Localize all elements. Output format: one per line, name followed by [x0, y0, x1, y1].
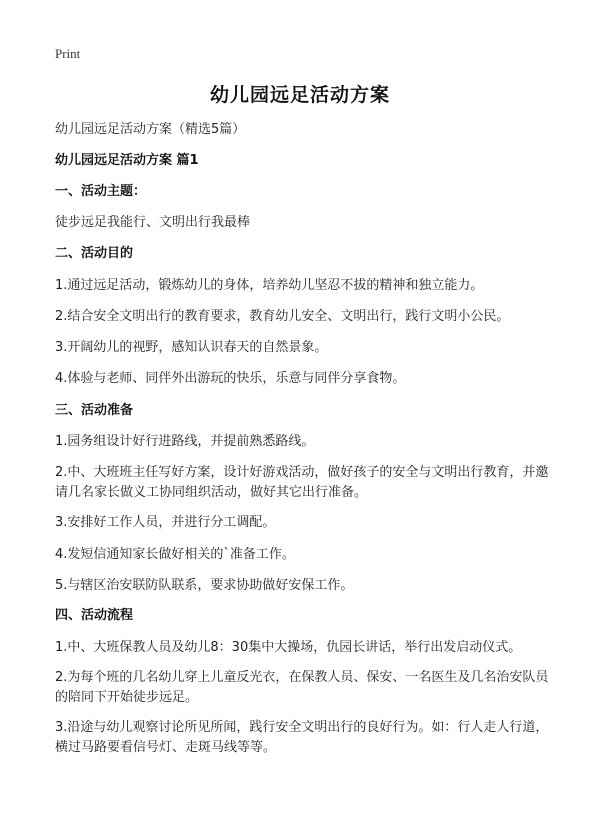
prep-item: 1.园务组设计好行进路线，并提前熟悉路线。 — [55, 434, 315, 449]
goal-item: 2.结合安全文明出行的教育要求，教育幼儿安全、文明出行，践行文明小公民。 — [55, 309, 510, 324]
process-item: 3.沿途与幼儿观察讨论所见所闻，践行安全文明出行的良好行为。如：行人走人行道，横过马路要看信号灯、走斑马线等等。 — [55, 720, 549, 755]
process-item: 2.为每个班的几名幼儿穿上儿童反光衣，在保教人员、保安、一名医生及几名治安队员的陪同下开始徒步远足。 — [55, 670, 549, 705]
chapter-heading: 幼儿园远足活动方案 篇1 — [55, 153, 199, 168]
document-subtitle: 幼儿园远足活动方案（精选5篇） — [55, 122, 246, 137]
prep-item: 4.发短信通知家长做好相关的`准备工作。 — [55, 547, 295, 562]
prep-item: 5.与辖区治安联防队联系，要求协助做好安保工作。 — [55, 578, 354, 593]
prep-item: 2.中、大班班主任写好方案，设计好游戏活动，做好孩子的安全与文明出行教育，并邀请几名家长做义工协同组织活动，做好其它出行准备。 — [55, 465, 549, 500]
goal-item: 3.开阔幼儿的视野，感知认识春天的自然景象。 — [55, 340, 328, 355]
prep-item: 3.安排好工作人员，并进行分工调配。 — [55, 515, 276, 530]
section-heading-prep: 三、活动准备 — [55, 403, 134, 418]
print-link[interactable]: Print — [55, 46, 81, 61]
goal-item: 4.体验与老师、同伴外出游玩的快乐，乐意与同伴分享食物。 — [55, 371, 406, 386]
section-heading-process: 四、活动流程 — [55, 608, 134, 623]
section-heading-theme: 一、活动主题： — [55, 184, 147, 199]
document-title: 幼儿园远足活动方案 — [209, 84, 390, 106]
process-item: 1.中、大班保教人员及幼儿8：30集中大操场，仇园长讲话，举行出发启动仪式。 — [55, 640, 522, 655]
theme-text: 徒步远足我能行、文明出行我最棒 — [55, 215, 251, 230]
goal-item: 1.通过远足活动，锻炼幼儿的身体，培养幼儿坚忍不拔的精神和独立能力。 — [55, 278, 484, 293]
section-heading-goals: 二、活动目的 — [55, 246, 134, 261]
